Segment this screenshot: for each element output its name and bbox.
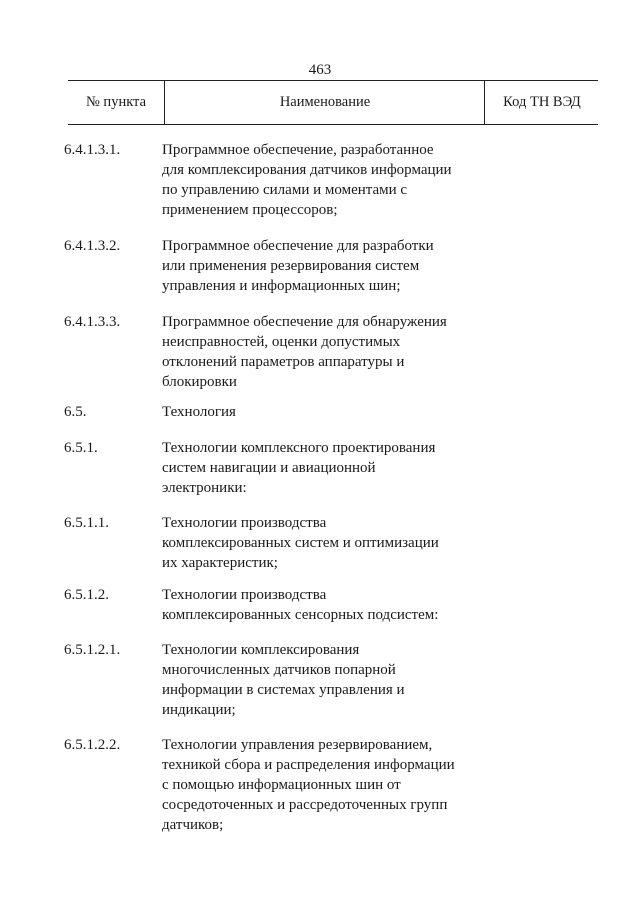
entry-line: по управлению силами и моментами с	[162, 182, 408, 198]
entry-line: комплексированных систем и оптимизации	[162, 535, 439, 551]
entry-line: отклонений параметров аппаратуры и	[162, 354, 405, 370]
entry-text	[162, 312, 502, 392]
entry-number: 6.5.1.	[64, 440, 98, 456]
entry-text	[162, 735, 502, 835]
entry-line: информации в системах управления и	[162, 682, 405, 698]
header-col-code: Код ТН ВЭД	[484, 81, 599, 124]
entry-line: неисправностей, оценки допустимых	[162, 334, 401, 350]
entry-number: 6.5.1.2.2.	[64, 737, 121, 753]
entry-text	[162, 438, 502, 498]
entry-line: Программное обеспечение для обнаружения	[162, 314, 447, 330]
entry-text	[162, 236, 502, 296]
entry-line: Технологии управления резервированием,	[162, 737, 433, 753]
header-col-name: Наименование	[164, 81, 485, 124]
entry-line: с помощью информационных шин от	[162, 777, 401, 793]
entry-number: 6.4.1.3.2.	[64, 238, 121, 254]
entry-line: Программное обеспечение, разработанное	[162, 142, 434, 158]
entry-line: их характеристик;	[162, 555, 278, 571]
entry-line: Программное обеспечение для разработки	[162, 238, 434, 254]
entry-line: сосредоточенных и рассредоточенных групп	[162, 797, 448, 813]
entry-line: систем навигации и авиационной	[162, 460, 376, 476]
entry-number: 6.5.1.2.	[64, 587, 109, 603]
entry-line: Технологии комплексного проектирования	[162, 440, 436, 456]
entry-text	[162, 513, 502, 573]
entry-line: Технологии комплексирования	[162, 642, 360, 658]
entry-number: 6.4.1.3.1.	[64, 142, 121, 158]
entry-number: 6.4.1.3.3.	[64, 314, 121, 330]
entry-line: датчиков;	[162, 817, 224, 833]
entry-line: индикации;	[162, 702, 236, 718]
entry-number: 6.5.1.1.	[64, 515, 109, 531]
entry-line: управления и информационных шин;	[162, 278, 401, 294]
entry-line: комплексированных сенсорных подсистем:	[162, 607, 439, 623]
entry-line: многочисленных датчиков попарной	[162, 662, 396, 678]
page-number: 463	[308, 62, 332, 78]
entry-line: блокировки	[162, 374, 237, 390]
entry-line: применением процессоров;	[162, 202, 338, 218]
entry-text	[162, 402, 502, 422]
entry-line: техникой сбора и распределения информации	[162, 757, 455, 773]
entry-line: для комплексирования датчиков информации	[162, 162, 452, 178]
entry-line: или применения резервирования систем	[162, 258, 420, 274]
entry-line: Технология	[162, 404, 236, 420]
entry-number: 6.5.	[64, 404, 87, 420]
entry-text	[162, 140, 502, 220]
header-col-number: № пункта	[85, 94, 147, 110]
entry-text	[162, 640, 502, 720]
entry-number: 6.5.1.2.1.	[64, 642, 121, 658]
entry-line: Технологии производства	[162, 515, 327, 531]
entry-line: Технологии производства	[162, 587, 327, 603]
entry-line: электроники:	[162, 480, 247, 496]
entry-text	[162, 585, 502, 625]
